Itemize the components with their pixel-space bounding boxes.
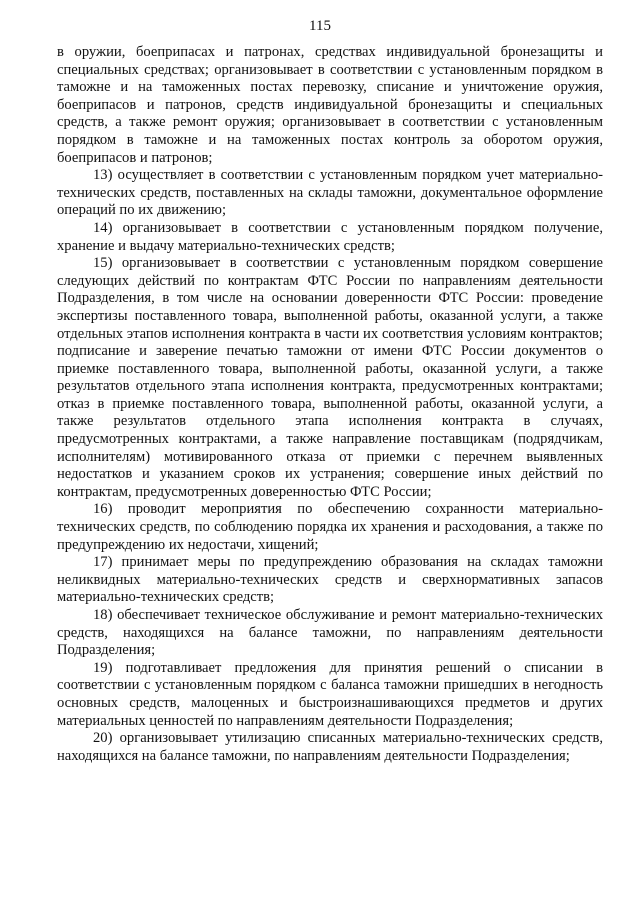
document-body	[57, 44, 603, 765]
paragraph-item-18: 18) обеспечивает техническое обслуживание и ремонт материально-технических средств, находящихся на балансе таможни, по направлениям деятельности Подразделения;	[57, 607, 603, 659]
paragraph-item-19: 19) подготавливает предложения для принятия решений о списании в соответствии с установленным порядком с баланса таможни пришедших в негодность основных средств, малоценных и быстроизнашивающихся предметов и других материальных ценностей по направлениям деятельности Подразделения;	[57, 659, 603, 729]
paragraph-item-14: 14) организовывает в соответствии с установленным порядком получение, хранение и выдачу материально-технических средств;	[57, 219, 603, 254]
page-number: 115	[309, 18, 331, 34]
paragraph-item-16: 16) проводит мероприятия по обеспечению сохранности материально-технических средств, по соблюдению порядка их хранения и расходования, а также по предупреждению их недостачи, хищений;	[57, 501, 603, 553]
paragraph-item-17: 17) принимает меры по предупреждению образования на складах таможни неликвидных материально-технических средств и сверхнормативных запасов материально-технических средств;	[57, 554, 603, 606]
paragraph-item-15: 15) организовывает в соответствии с установленным порядком совершение следующих действий по контрактам ФТС России по направлениям деятельности Подразделения, в том числе на основании доверенности ФТС России: проведение экспертизы поставленного товара, выполненной работы, оказанной услуги, а также отдельных этапов исполнения контракта в части их соответствия условиям контрактов; подписание и заверение печатью таможни от имени ФТС России документов о приемке поставленного товара, выполненной работы, оказанной услуги, а также результатов отдельного этапа исполнения контракта, предусмотренных контрактами; отказ в приемке поставленного товара, выполненной работы, оказанной услуги, а также результатов отдельного этапа исполнения контракта в случаях, предусмотренных контрактами, а также направление поставщикам (подрядчикам, исполнителям) мотивированного отказа от приемки с перечнем выявленных недостатков и указанием сроков их устранения; совершение иных действий по контрактам, предусмотренных доверенностью ФТС России;	[57, 255, 603, 500]
paragraph-item-20: 20) организовывает утилизацию списанных материально-технических средств, находящихся на балансе таможни, по направлениям деятельности Подразделения;	[57, 730, 603, 764]
paragraph-continuation: в оружии, боеприпасах и патронах, средствах индивидуальной бронезащиты и специальных средствах; организовывает в соответствии с установленным порядком в таможне и на таможенных постах перевозку, списание и уничтожение оружия, боеприпасов и патронов, средств индивидуальной бронезащиты и специальных средств, а также ремонт оружия; организовывает в соответствии с установленным порядком в таможне и на таможенных постах контроль за оборотом оружия, боеприпасов и патронов;	[57, 44, 603, 166]
paragraph-item-13: 13) осуществляет в соответствии с установленным порядком учет материально-технических средств, поставленных на склады таможни, документальное оформление операций по их движению;	[57, 167, 603, 219]
